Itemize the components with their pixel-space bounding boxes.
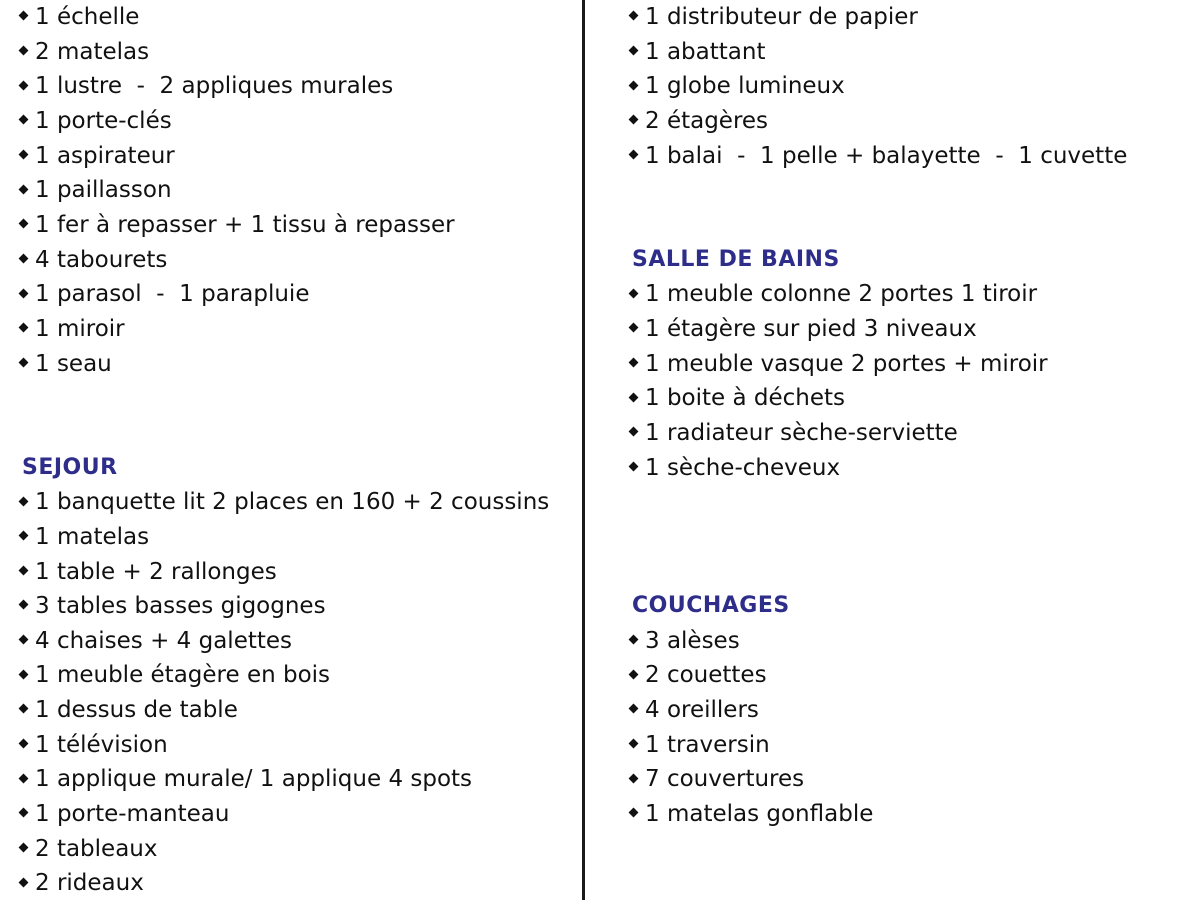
diamond-bullet-icon <box>629 392 639 402</box>
diamond-bullet-icon <box>629 773 639 783</box>
section-spacer <box>630 173 1190 208</box>
diamond-bullet-icon <box>19 600 29 610</box>
diamond-bullet-icon <box>19 739 29 749</box>
list-item: 1 abattant <box>630 35 1190 70</box>
list-item: 1 télévision <box>20 728 580 763</box>
section-heading-couchages: COUCHAGES <box>632 593 790 619</box>
diamond-bullet-icon <box>19 635 29 645</box>
diamond-bullet-icon <box>629 669 639 679</box>
list-item: 1 boite à déchets <box>630 381 1190 416</box>
list-item: 4 chaises + 4 galettes <box>20 624 580 659</box>
diamond-bullet-icon <box>19 669 29 679</box>
section-spacer <box>20 381 580 416</box>
list-item: 1 distributeur de papier <box>630 0 1190 35</box>
list-item: 1 matelas gonflable <box>630 797 1190 832</box>
list-item: 3 tables basses gigognes <box>20 589 580 624</box>
diamond-bullet-icon <box>19 704 29 714</box>
list-item: 1 matelas <box>20 520 580 555</box>
list-item: 2 rideaux <box>20 866 580 901</box>
list-item: 1 miroir <box>20 312 580 347</box>
section-spacer <box>20 416 580 451</box>
list-item: 1 seau <box>20 347 580 382</box>
diamond-bullet-icon <box>19 496 29 506</box>
list-item: 1 aspirateur <box>20 139 580 174</box>
section-spacer <box>630 555 1190 590</box>
list-item: 1 radiateur sèche-serviette <box>630 416 1190 451</box>
list-item: 1 échelle <box>20 0 580 35</box>
diamond-bullet-icon <box>19 877 29 887</box>
list-item: 1 dessus de table <box>20 693 580 728</box>
list-item: 1 meuble colonne 2 portes 1 tiroir <box>630 277 1190 312</box>
list-item: 1 applique murale/ 1 applique 4 spots <box>20 762 580 797</box>
list-item: 1 traversin <box>630 728 1190 763</box>
diamond-bullet-icon <box>629 427 639 437</box>
list-item: 1 meuble étagère en bois <box>20 658 580 693</box>
diamond-bullet-icon <box>629 288 639 298</box>
diamond-bullet-icon <box>19 808 29 818</box>
section-spacer <box>630 208 1190 243</box>
diamond-bullet-icon <box>629 80 639 90</box>
diamond-bullet-icon <box>629 150 639 160</box>
right-column <box>630 0 1190 832</box>
list-item: 1 lustre - 2 appliques murales <box>20 69 580 104</box>
list-item: 7 couvertures <box>630 762 1190 797</box>
list-item: 1 sèche-cheveux <box>630 451 1190 486</box>
diamond-bullet-icon <box>19 323 29 333</box>
diamond-bullet-icon <box>629 461 639 471</box>
section-spacer <box>630 485 1190 520</box>
section-heading-salle-de-bains: SALLE DE BAINS <box>632 246 840 272</box>
diamond-bullet-icon <box>19 357 29 367</box>
list-item: 1 paillasson <box>20 173 580 208</box>
diamond-bullet-icon <box>19 565 29 575</box>
diamond-bullet-icon <box>19 150 29 160</box>
list-item: 1 fer à repasser + 1 tissu à repasser <box>20 208 580 243</box>
diamond-bullet-icon <box>629 739 639 749</box>
diamond-bullet-icon <box>19 773 29 783</box>
list-item: 2 étagères <box>630 104 1190 139</box>
diamond-bullet-icon <box>19 80 29 90</box>
column-divider <box>582 0 585 900</box>
list-item: 1 balai - 1 pelle + balayette - 1 cuvette <box>630 139 1190 174</box>
list-item: 1 globe lumineux <box>630 69 1190 104</box>
diamond-bullet-icon <box>19 46 29 56</box>
list-item: 1 étagère sur pied 3 niveaux <box>630 312 1190 347</box>
list-item: 1 porte-clés <box>20 104 580 139</box>
list-item: 4 tabourets <box>20 243 580 278</box>
diamond-bullet-icon <box>19 115 29 125</box>
list-item: 1 parasol - 1 parapluie <box>20 277 580 312</box>
diamond-bullet-icon <box>629 808 639 818</box>
diamond-bullet-icon <box>629 635 639 645</box>
diamond-bullet-icon <box>19 184 29 194</box>
diamond-bullet-icon <box>629 323 639 333</box>
list-item: 3 alèses <box>630 624 1190 659</box>
diamond-bullet-icon <box>629 357 639 367</box>
diamond-bullet-icon <box>629 704 639 714</box>
list-item: 1 banquette lit 2 places en 160 + 2 coussins <box>20 485 580 520</box>
diamond-bullet-icon <box>19 288 29 298</box>
list-item: 1 table + 2 rallonges <box>20 555 580 590</box>
section-heading-sejour: SEJOUR <box>22 454 118 480</box>
diamond-bullet-icon <box>629 11 639 21</box>
diamond-bullet-icon <box>19 253 29 263</box>
list-item: 2 couettes <box>630 658 1190 693</box>
diamond-bullet-icon <box>629 46 639 56</box>
list-item: 1 meuble vasque 2 portes + miroir <box>630 347 1190 382</box>
section-spacer <box>630 520 1190 555</box>
diamond-bullet-icon <box>19 219 29 229</box>
list-item: 1 porte-manteau <box>20 797 580 832</box>
diamond-bullet-icon <box>629 115 639 125</box>
diamond-bullet-icon <box>19 11 29 21</box>
left-column <box>20 0 580 901</box>
list-item: 2 tableaux <box>20 832 580 867</box>
diamond-bullet-icon <box>19 531 29 541</box>
list-item: 2 matelas <box>20 35 580 70</box>
diamond-bullet-icon <box>19 843 29 853</box>
list-item: 4 oreillers <box>630 693 1190 728</box>
